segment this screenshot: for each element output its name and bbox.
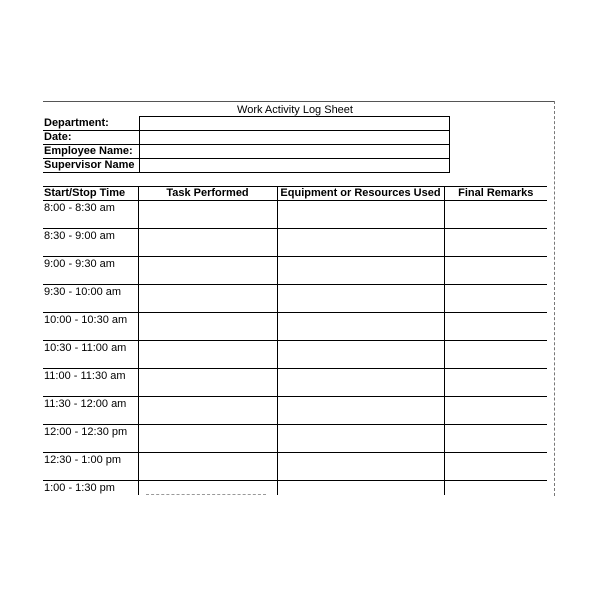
column-header-task: Task Performed <box>138 187 277 201</box>
time-slot-cell: 11:00 - 11:30 am <box>43 369 138 397</box>
info-row-date <box>43 131 450 145</box>
table-row <box>43 201 547 229</box>
activity-log-table <box>43 186 547 495</box>
remarks-cell[interactable] <box>444 425 547 453</box>
info-row-employee <box>43 145 450 159</box>
equipment-cell[interactable] <box>277 257 444 285</box>
time-slot-cell: 10:00 - 10:30 am <box>43 313 138 341</box>
department-label: Department: <box>43 117 140 131</box>
task-cell[interactable] <box>138 341 277 369</box>
remarks-cell[interactable] <box>444 397 547 425</box>
info-row-department <box>43 117 450 131</box>
supervisor-name-label: Supervisor Name <box>43 159 140 173</box>
time-slot-cell: 1:00 - 1:30 pm <box>44 482 115 494</box>
page-break-line <box>554 101 555 496</box>
time-slot-cell: 8:00 - 8:30 am <box>43 201 138 229</box>
equipment-cell[interactable] <box>277 229 444 257</box>
table-row <box>43 229 547 257</box>
remarks-cell[interactable] <box>444 341 547 369</box>
task-cell[interactable] <box>138 313 277 341</box>
column-header-remarks: Final Remarks <box>444 187 547 201</box>
table-row <box>43 425 547 453</box>
employee-info-table <box>43 116 450 173</box>
equipment-cell[interactable] <box>277 425 444 453</box>
table-row <box>43 285 547 313</box>
employee-name-label: Employee Name: <box>43 145 140 159</box>
date-field[interactable] <box>140 131 450 145</box>
task-cell[interactable] <box>138 397 277 425</box>
department-field[interactable] <box>140 117 450 131</box>
log-header-row <box>43 187 547 201</box>
task-cell[interactable] <box>138 425 277 453</box>
task-cell[interactable] <box>138 481 277 496</box>
task-cell[interactable] <box>138 369 277 397</box>
table-row <box>43 397 547 425</box>
table-row <box>43 341 547 369</box>
table-row <box>43 369 547 397</box>
remarks-cell[interactable] <box>444 453 547 481</box>
sheet-title: Work Activity Log Sheet <box>237 104 353 116</box>
table-row <box>43 313 547 341</box>
task-cell[interactable] <box>138 201 277 229</box>
time-slot-cell: 12:30 - 1:00 pm <box>43 453 138 481</box>
time-slot-cell: 12:00 - 12:30 pm <box>43 425 138 453</box>
employee-name-field[interactable] <box>140 145 450 159</box>
remarks-cell[interactable] <box>444 201 547 229</box>
time-slot-cell: 9:30 - 10:00 am <box>43 285 138 313</box>
time-slot-cell: 10:30 - 11:00 am <box>43 341 138 369</box>
remarks-cell[interactable] <box>444 313 547 341</box>
equipment-cell[interactable] <box>277 313 444 341</box>
sheet-top-border <box>43 101 555 102</box>
equipment-cell[interactable] <box>277 397 444 425</box>
time-slot-cell: 9:00 - 9:30 am <box>43 257 138 285</box>
equipment-cell[interactable] <box>277 341 444 369</box>
task-cell[interactable] <box>138 257 277 285</box>
remarks-cell[interactable] <box>444 285 547 313</box>
remarks-cell[interactable] <box>444 229 547 257</box>
equipment-cell[interactable] <box>277 481 444 496</box>
column-header-time: Start/Stop Time <box>43 187 138 201</box>
time-slot-cell: 8:30 - 9:00 am <box>43 229 138 257</box>
supervisor-name-field[interactable] <box>140 159 450 173</box>
equipment-cell[interactable] <box>277 201 444 229</box>
remarks-cell[interactable] <box>444 481 547 496</box>
table-row <box>43 257 547 285</box>
equipment-cell[interactable] <box>277 369 444 397</box>
task-cell[interactable] <box>138 229 277 257</box>
table-row <box>43 481 547 496</box>
task-cell[interactable] <box>138 453 277 481</box>
time-slot-cell: 11:30 - 12:00 am <box>43 397 138 425</box>
remarks-cell[interactable] <box>444 257 547 285</box>
info-row-supervisor <box>43 159 450 173</box>
equipment-cell[interactable] <box>277 453 444 481</box>
column-header-equipment: Equipment or Resources Used <box>277 187 444 201</box>
remarks-cell[interactable] <box>444 369 547 397</box>
date-label: Date: <box>43 131 140 145</box>
equipment-cell[interactable] <box>277 285 444 313</box>
task-cell[interactable] <box>138 285 277 313</box>
table-row <box>43 453 547 481</box>
